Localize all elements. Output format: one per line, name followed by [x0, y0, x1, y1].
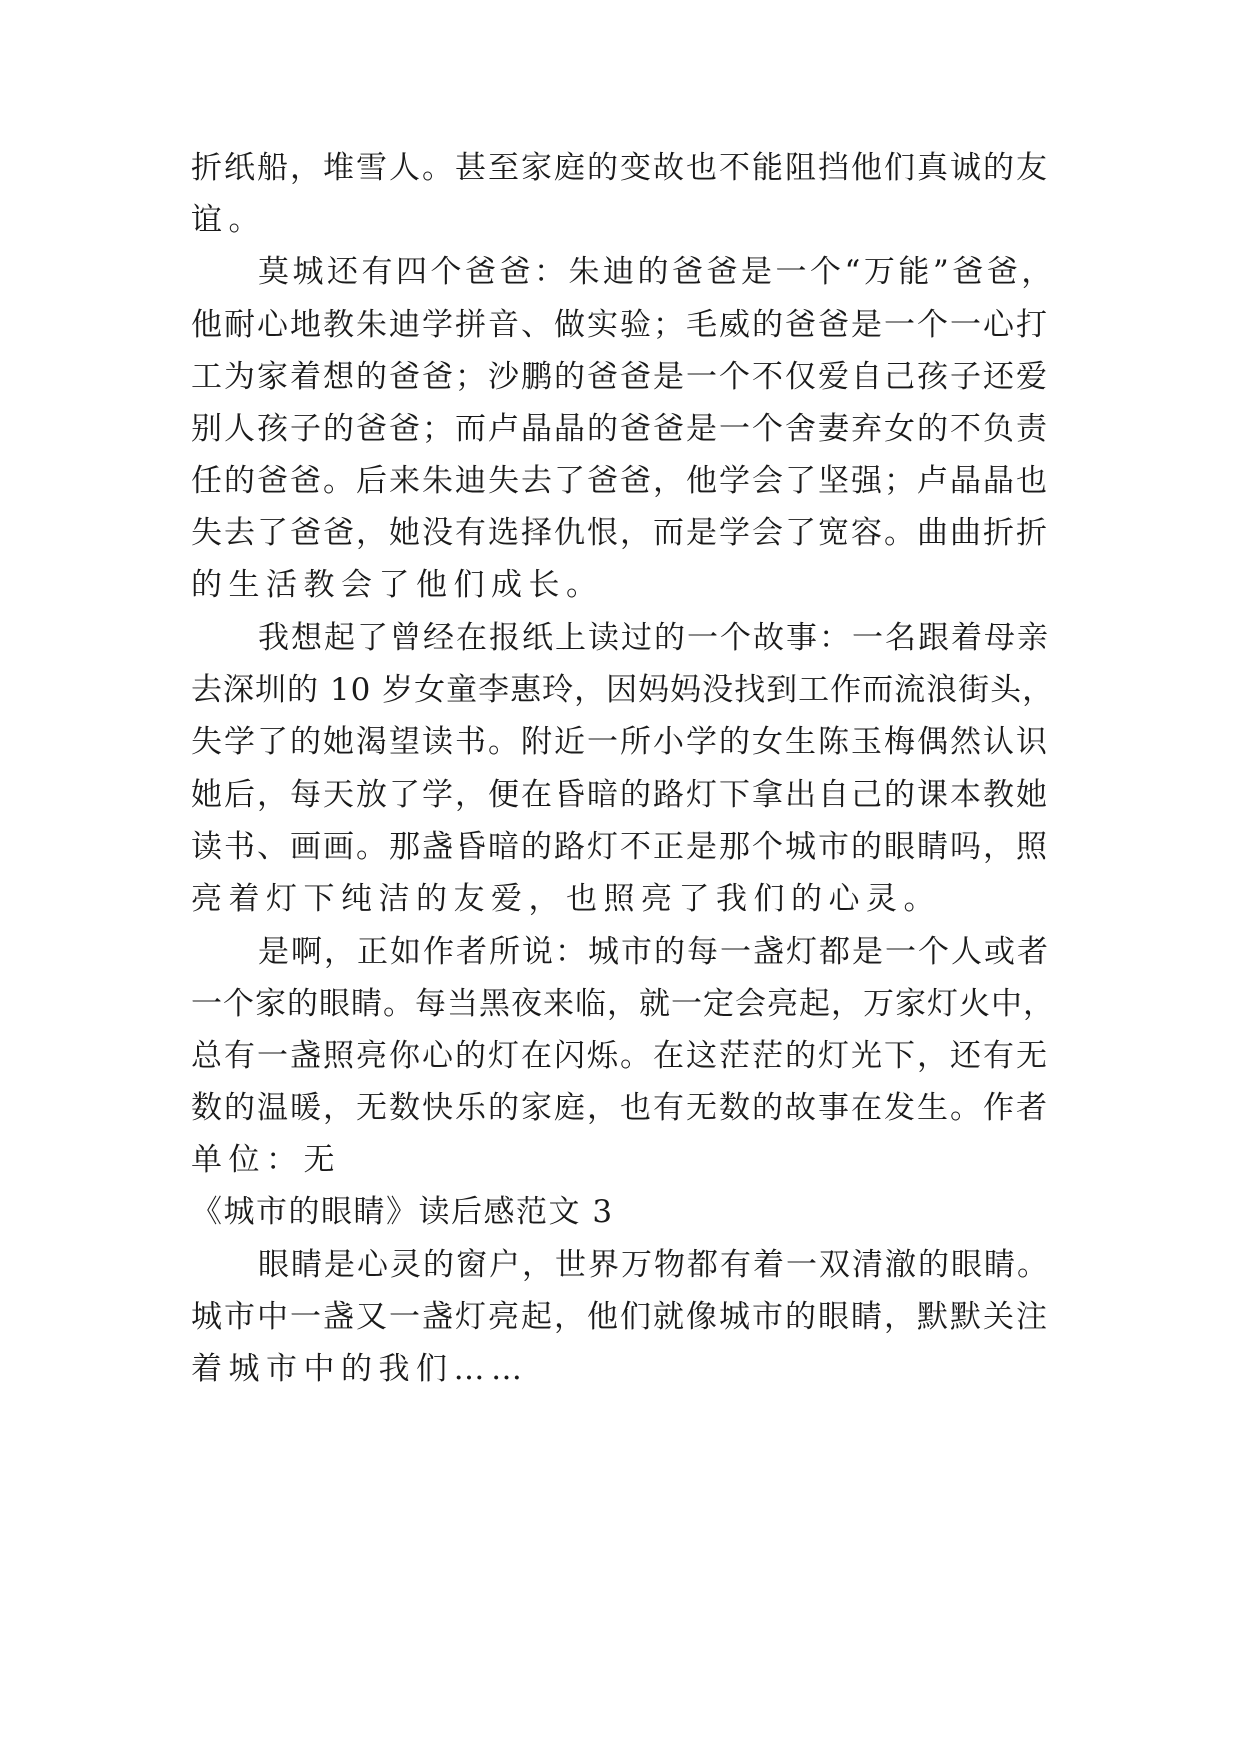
text-line: 读书、画画。那盏昏暗的路灯不正是那个城市的眼睛吗，照: [191, 829, 1049, 865]
text-line: 一个家的眼睛。每当黑夜来临，就一定会亮起，万家灯火中，: [191, 986, 1055, 1022]
paragraph-first-line: 是啊，正如作者所说：城市的每一盏灯都是一个人或者: [258, 934, 1050, 970]
text-line: 谊。: [191, 202, 266, 238]
section-heading: 《城市的眼睛》读后感范文 3: [191, 1194, 614, 1230]
text-line: 失去了爸爸，她没有选择仇恨，而是学会了宽容。曲曲折折: [191, 515, 1049, 551]
text-line: 她后，每天放了学，便在昏暗的路灯下拿出自己的课本教她: [191, 777, 1049, 813]
text-line: 城市中一盏又一盏灯亮起，他们就像城市的眼睛，默默关注: [191, 1299, 1049, 1335]
text-line: 去深圳的 10 岁女童李惠玲，因妈妈没找到工作而流浪街头，: [191, 672, 1055, 708]
paragraph-first-line: 眼睛是心灵的窗户，世界万物都有着一双清澈的眼睛。: [258, 1247, 1050, 1283]
text-line: 他耐心地教朱迪学拼音、做实验；毛威的爸爸是一个一心打: [191, 307, 1049, 343]
text-line: 数的温暖，无数快乐的家庭，也有无数的故事在发生。作者: [191, 1090, 1049, 1126]
text-line: 亮着灯下纯洁的友爱，也照亮了我们的心灵。: [191, 881, 941, 917]
text-line: 的生活教会了他们成长。: [191, 567, 604, 603]
text-line: 任的爸爸。后来朱迪失去了爸爸，他学会了坚强；卢晶晶也: [191, 463, 1049, 499]
text-line: 总有一盏照亮你心的灯在闪烁。在这茫茫的灯光下，还有无: [191, 1038, 1049, 1074]
text-line: 单位：无: [191, 1142, 341, 1178]
paragraph-first-line: 莫城还有四个爸爸：朱迪的爸爸是一个“万能”爸爸，: [258, 254, 1056, 290]
paragraph-first-line: 我想起了曾经在报纸上读过的一个故事：一名跟着母亲: [258, 620, 1050, 656]
text-line: 着城市中的我们……: [191, 1351, 529, 1387]
text-line: 工为家着想的爸爸；沙鹏的爸爸是一个不仅爱自己孩子还爱: [191, 359, 1049, 395]
text-line: 折纸船，堆雪人。甚至家庭的变故也不能阻挡他们真诚的友: [191, 150, 1049, 186]
text-line: 别人孩子的爸爸；而卢晶晶的爸爸是一个舍妻弃女的不负责: [191, 411, 1049, 447]
text-line: 失学了的她渴望读书。附近一所小学的女生陈玉梅偶然认识: [191, 724, 1049, 760]
